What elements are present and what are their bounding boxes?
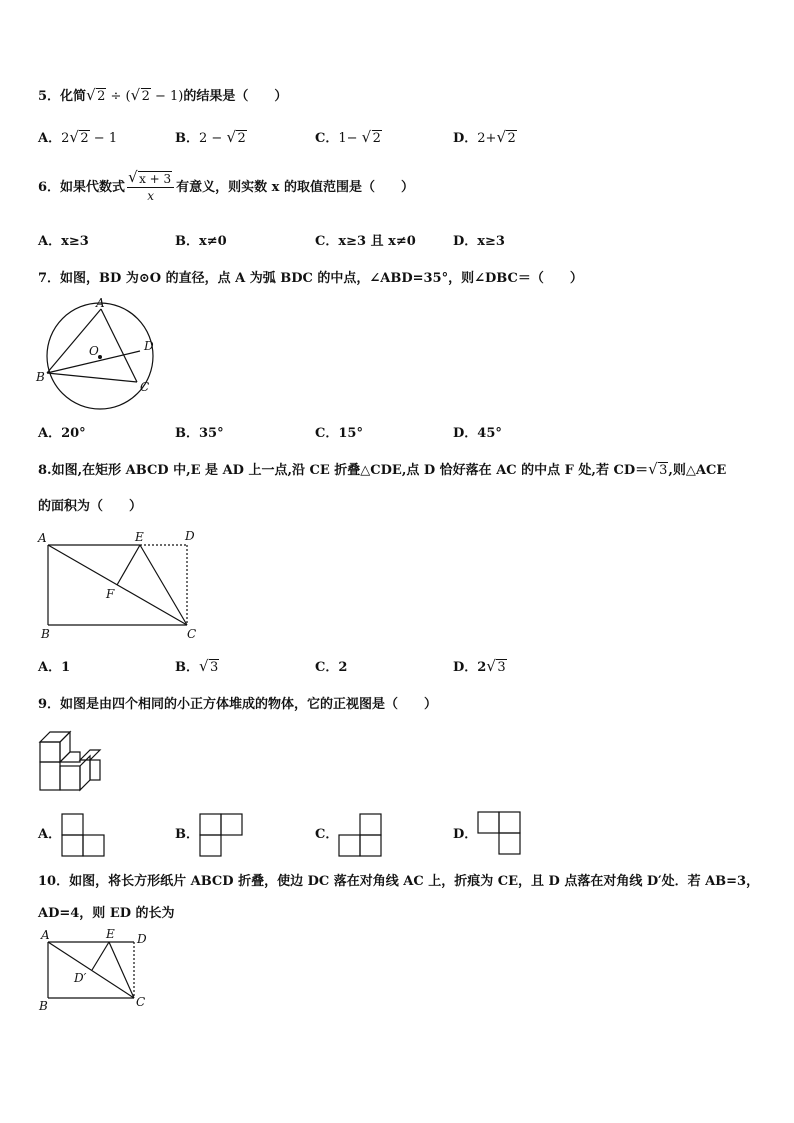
q6-option-a: A．x≥3 [38,234,89,249]
q9-option-d: D． [453,827,478,842]
q9-option-d-figure [476,810,522,856]
q8-stem-line1: 8.如图,在矩形 ABCD 中,E 是 AD 上一点,沿 CE 折叠△CDE,点 D 恰好落在 AC 的中点 F 处,若 CD＝√ 3,则△ACE [38,462,726,480]
q5-option-c: C．1− √ 2 [315,130,382,148]
q10-label-d-prime: D′ [74,971,87,985]
q8-label-b: B [41,627,50,641]
q8-label-c: C [187,627,197,641]
q6-post: 有意义，则实数 x 的取值范围是（ ） [176,180,414,195]
q7-label-a: A [96,296,105,310]
q8-fold-ce [140,545,187,625]
q6-option-c: C．x≥3 且 x≠0 [315,234,416,249]
q9-top-cube-front [40,742,60,762]
q5-pre: 化简 [60,89,87,104]
q5-radical-1: √ 2 [87,88,106,106]
q7-stem: 7．如图，BD 为⊙O 的直径，点 A 为弧 BDC 的中点，∠ABD=35°，则∠DBC＝（ ） [38,271,583,286]
q9-bottom-left-front [40,762,60,790]
q10-stem-line2: AD=4，则 ED 的长为 [38,906,175,921]
q9-option-b: B． [175,827,199,842]
q7-option-c: C．15° [315,426,363,441]
q9-bottom-mid-side [80,756,90,790]
q10-rectangle-figure [34,926,164,1016]
q5-post: 的结果是（ ） [183,89,288,104]
q5-div: ÷ ( [106,89,131,104]
q6-pre: 如果代数式 [60,180,126,195]
q9-option-b-figure [198,812,244,858]
q8-label-a: A [38,531,47,545]
q9-cubes-figure [38,726,108,796]
q7-label-c: C [140,380,150,394]
q8-option-c: C．2 [315,660,348,675]
q10-label-c: C [136,995,146,1009]
q7-option-a: A．20° [38,426,86,441]
q5-radical-2: √ 2 [132,88,151,106]
q8-option-b: B．√ 3 [175,659,219,677]
q9-bottom-mid-front [60,766,80,790]
q8-stem-line2: 的面积为（ ） [38,499,143,514]
q7-chord-ac [101,309,137,382]
q5-minus: − 1) [150,89,184,104]
q7-chord-bc [47,373,137,382]
q9-option-c: C． [315,827,339,842]
q7-option-d: D．45° [453,426,502,441]
q6-option-d: D．x≥3 [453,234,505,249]
q5-option-a: A．2√ 2 − 1 [38,130,117,148]
q10-label-e: E [106,927,115,941]
q7-option-b: B．35° [175,426,224,441]
q9-option-a-figure [60,812,106,858]
q6-stem [38,168,414,208]
q10-label-b: B [39,999,48,1013]
q5-number: 5． [38,89,61,104]
q9-option-a: A． [38,827,62,842]
q6-option-b: B．x≠0 [175,234,227,249]
q5-stem [38,88,287,106]
q9-option-c-figure [337,812,383,858]
q8-label-f: F [106,587,115,601]
q6-number: 6． [38,180,61,195]
q10-stem-line1: 10．如图，将长方形纸片 ABCD 折叠，使边 DC 落在对角线 AC 上，折痕为 CE，且 D 点落在对角线 D′处．若 AB=3， [38,874,760,889]
q8-segment-ef [117,545,140,585]
q8-rectangle-figure [34,528,204,643]
q7-label-d: D [144,339,154,353]
q8-option-d: D．2√ 3 [453,659,507,677]
q8-option-a: A．1 [38,660,71,675]
q8-label-d: D [185,529,195,543]
q7-chord-ba [47,309,101,373]
q10-segment-ed-prime [92,942,109,970]
q7-circle-figure [34,294,164,419]
q5-option-b: B．2 − √ 2 [175,130,247,148]
q10-label-a: A [41,928,50,942]
q7-label-o: O [89,344,99,358]
q9-right-front [90,760,100,780]
q6-fraction: √ $\frac{x + 3}{x}$ [127,171,174,204]
q9-middle-top [60,752,80,762]
q9-stem: 9．如图是由四个相同的小正方体堆成的物体，它的正视图是（ ） [38,697,438,712]
q5-option-d: D．2+√ 2 [453,130,517,148]
q8-label-e: E [135,530,144,544]
q7-label-b: B [36,370,45,384]
q10-label-d: D [137,932,147,946]
